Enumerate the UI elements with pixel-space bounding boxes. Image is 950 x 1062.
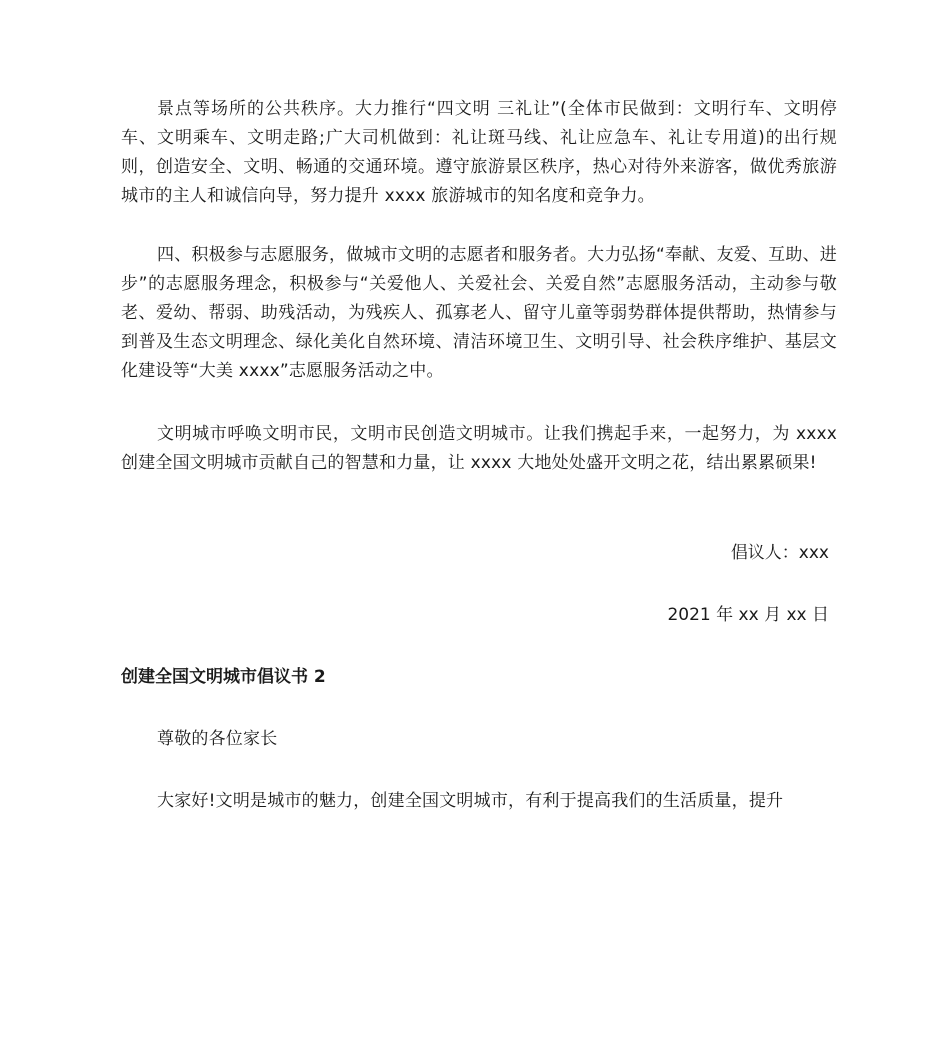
salutation: 尊敬的各位家长 bbox=[157, 729, 278, 749]
opening-line: 大家好!文明是城市的魅力，创建全国文明城市，有利于提高我们的生活质量，提升 bbox=[157, 791, 784, 811]
paragraph-volunteer-service: 四、积极参与志愿服务，做城市文明的志愿者和服务者。大力弘扬“奉献、友爱、互助、进步”的志愿服务理念，积极参与“关爱他人、关爱社会、关爱自然”志愿服务活动，主动参与敬老、爱幼、帮弱、助残活动，为残疾人、孤寡老人、留守儿童等弱势群体提供帮助，热情参与到普及生态文明理念、绿化美化自然环境、清洁环境卫生、文明引导、社会秩序维护、基层文化建设等“大美 xxxx”志愿服务活动之中。 bbox=[121, 245, 837, 381]
section-title: 创建全国文明城市倡议书 2 bbox=[121, 667, 326, 687]
paragraph-public-order: 景点等场所的公共秩序。大力推行“四文明 三礼让”(全体市民做到：文明行车、文明停车、文明乘车、文明走路;广大司机做到：礼让斑马线、礼让应急车、礼让专用道)的出行规则，创造安全、文明、畅通的交通环境。遵守旅游景区秩序，热心对待外来游客，做优秀旅游城市的主人和诚信向导，努力提升 xxxx 旅游城市的知名度和竞争力。 bbox=[121, 99, 837, 206]
date-line: 2021 年 xx 月 xx 日 bbox=[667, 605, 829, 625]
signer-line: 倡议人：xxx bbox=[730, 543, 829, 563]
paragraph-closing-call: 文明城市呼唤文明市民，文明市民创造文明城市。让我们携起手来，一起努力，为 xxxx 创建全国文明城市贡献自己的智慧和力量，让 xxxx 大地处处盛开文明之花，结出累累硕果! bbox=[121, 424, 837, 473]
